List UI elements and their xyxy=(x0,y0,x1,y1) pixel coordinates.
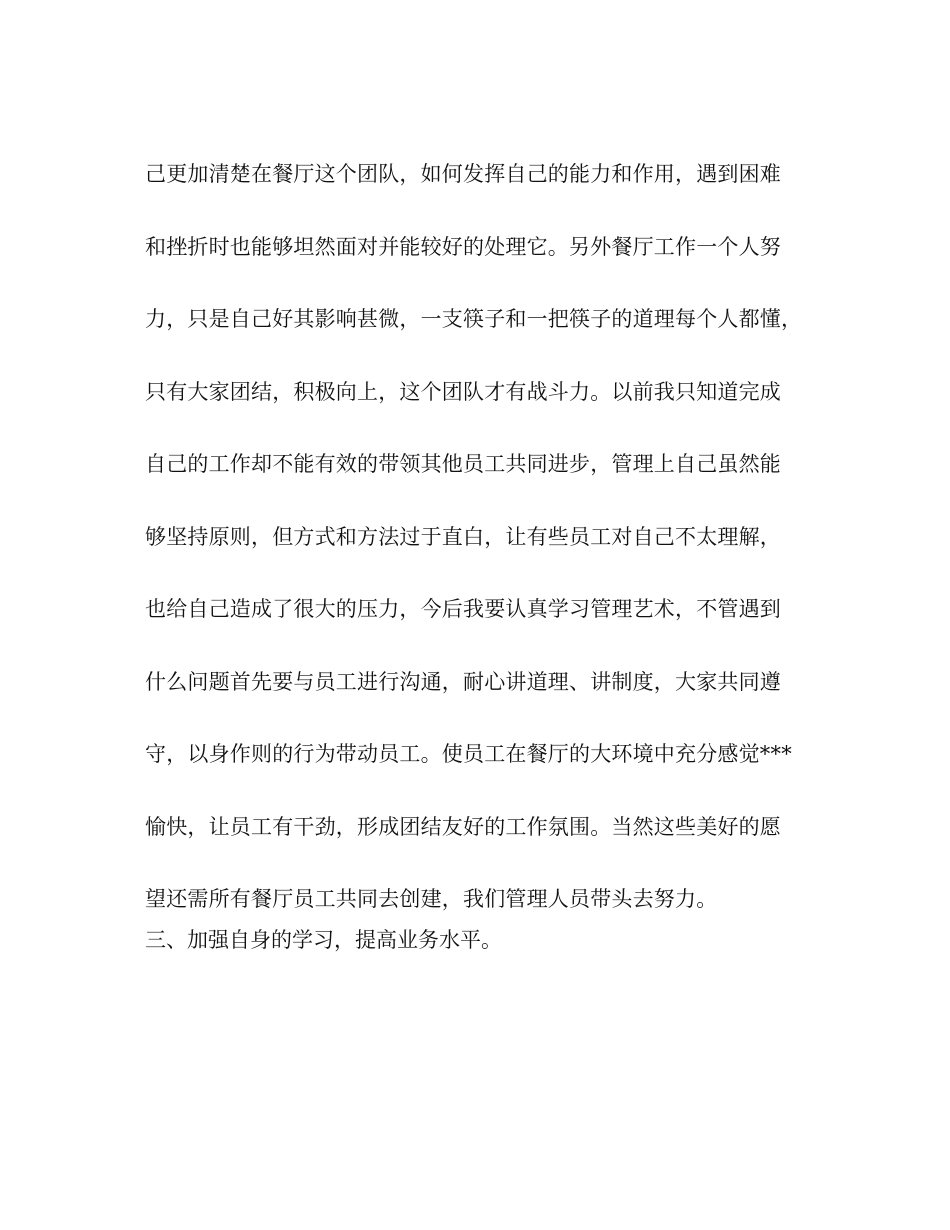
paragraph-line-10: 愉快，让员工有干劲，形成团结友好的工作氛围。当然这些美好的愿 xyxy=(145,814,781,839)
paragraph-line-9: 守，以身作则的行为带动员工。使员工在餐厅的大环境中充分感觉*** xyxy=(145,742,792,766)
paragraph-line-1: 己更加清楚在餐厅这个团队，如何发挥自己的能力和作用，遇到困难 xyxy=(145,162,781,186)
section-heading: 三、加强自身的学习，提高业务水平。 xyxy=(145,928,502,952)
paragraph-line-11: 望还需所有餐厅员工共同去创建，我们管理人员带头去努力。 xyxy=(145,887,718,911)
paragraph-line-4: 只有大家团结，积极向上，这个团队才有战斗力。以前我只知道完成 xyxy=(145,379,781,404)
paragraph-line-7: 也给自己造成了很大的压力，今后我要认真学习管理艺术，不管遇到 xyxy=(145,597,781,621)
paragraph-line-3: 力，只是自己好其影响甚微，一支筷子和一把筷子的道理每个人都懂， xyxy=(145,307,803,331)
body-paragraph xyxy=(145,138,845,936)
paragraph-line-8: 什么问题首先要与员工进行沟通，耐心讲道理、讲制度，大家共同遵 xyxy=(145,669,781,694)
paragraph-line-2: 和挫折时也能够坦然面对并能较好的处理它。另外餐厅工作一个人努 xyxy=(145,234,781,259)
paragraph-line-6: 够坚持原则，但方式和方法过于直白，让有些员工对自己不太理解， xyxy=(145,524,781,549)
paragraph-line-5: 自己的工作却不能有效的带领其他员工共同进步，管理上自己虽然能 xyxy=(145,452,781,476)
